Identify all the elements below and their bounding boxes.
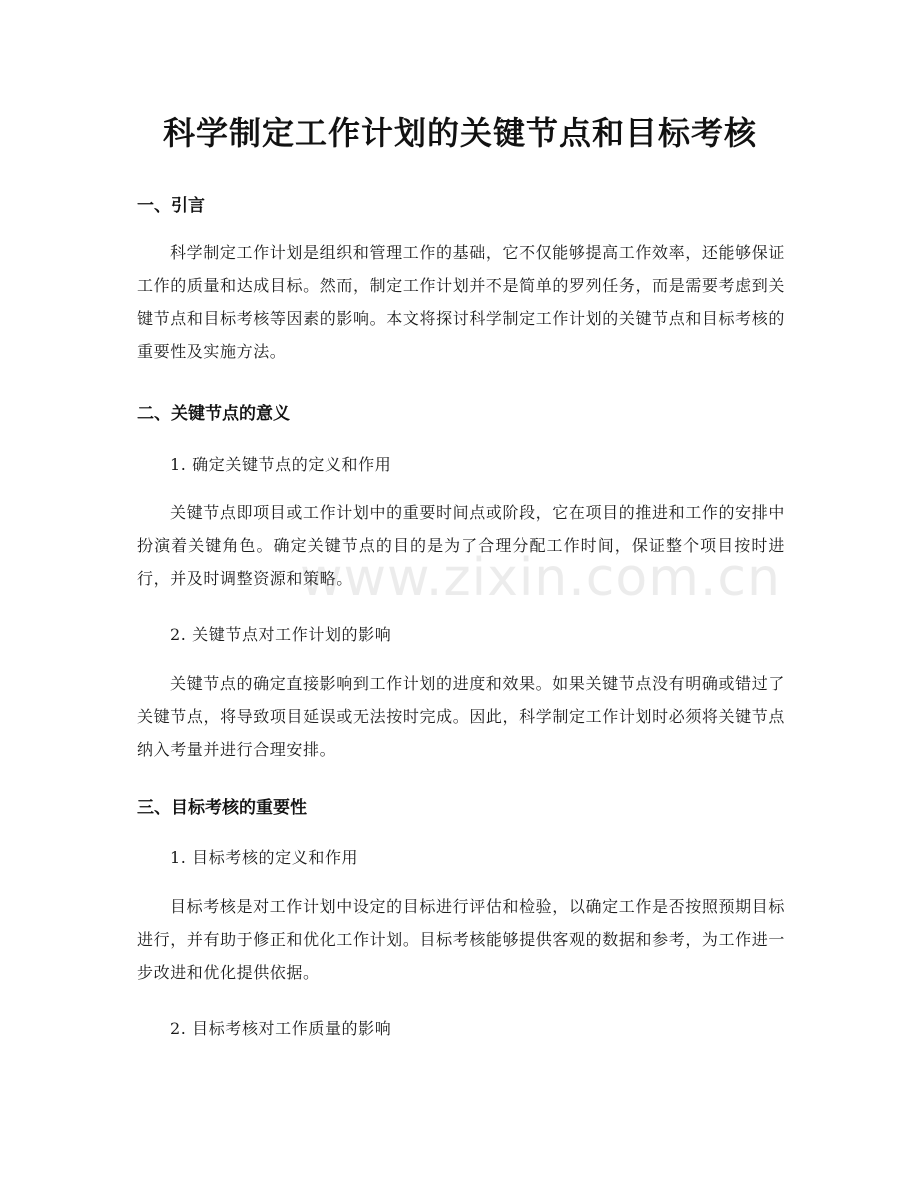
- section-heading-introduction: 一、引言: [137, 196, 205, 216]
- section-heading-target-assessment: 三、目标考核的重要性: [137, 798, 307, 818]
- document-title: 科学制定工作计划的关键节点和目标考核: [162, 114, 757, 152]
- target-assessment-definition-paragraph: 目标考核是对工作计划中设定的目标进行评估和检验，以确定工作是否按照预期目标进行，并有助于修正和优化工作计划。目标考核能够提供客观的数据和参考，为工作进一步改进和优化提供依据。: [137, 897, 785, 982]
- watermark: www.zixin.com.cn: [300, 548, 781, 608]
- subheading-key-node-definition: 1. 确定关键节点的定义和作用: [170, 455, 392, 474]
- introduction-paragraph: 科学制定工作计划是组织和管理工作的基础，它不仅能够提高工作效率，还能够保证工作的质量和达成目标。然而，制定工作计划并不是简单的罗列任务，而是需要考虑到关键节点和目标考核等因素的影响。本文将探讨科学制定工作计划的关键节点和目标考核的重要性及实施方法。: [137, 243, 785, 361]
- subheading-target-assessment-quality: 2. 目标考核对工作质量的影响: [170, 1019, 392, 1038]
- section-heading-key-nodes: 二、关键节点的意义: [137, 404, 290, 424]
- subheading-target-assessment-definition: 1. 目标考核的定义和作用: [170, 848, 359, 867]
- key-node-definition-paragraph: 关键节点即项目或工作计划中的重要时间点或阶段，它在项目的推进和工作的安排中扮演着关键角色。确定关键节点的目的是为了合理分配工作时间，保证整个项目按时进行，并及时调整资源和策略。: [137, 503, 785, 588]
- key-node-impact-paragraph: 关键节点的确定直接影响到工作计划的进度和效果。如果关键节点没有明确或错过了关键节点，将导致项目延误或无法按时完成。因此，科学制定工作计划时必须将关键节点纳入考量并进行合理安排。: [137, 674, 785, 759]
- subheading-key-node-impact: 2. 关键节点对工作计划的影响: [170, 625, 392, 644]
